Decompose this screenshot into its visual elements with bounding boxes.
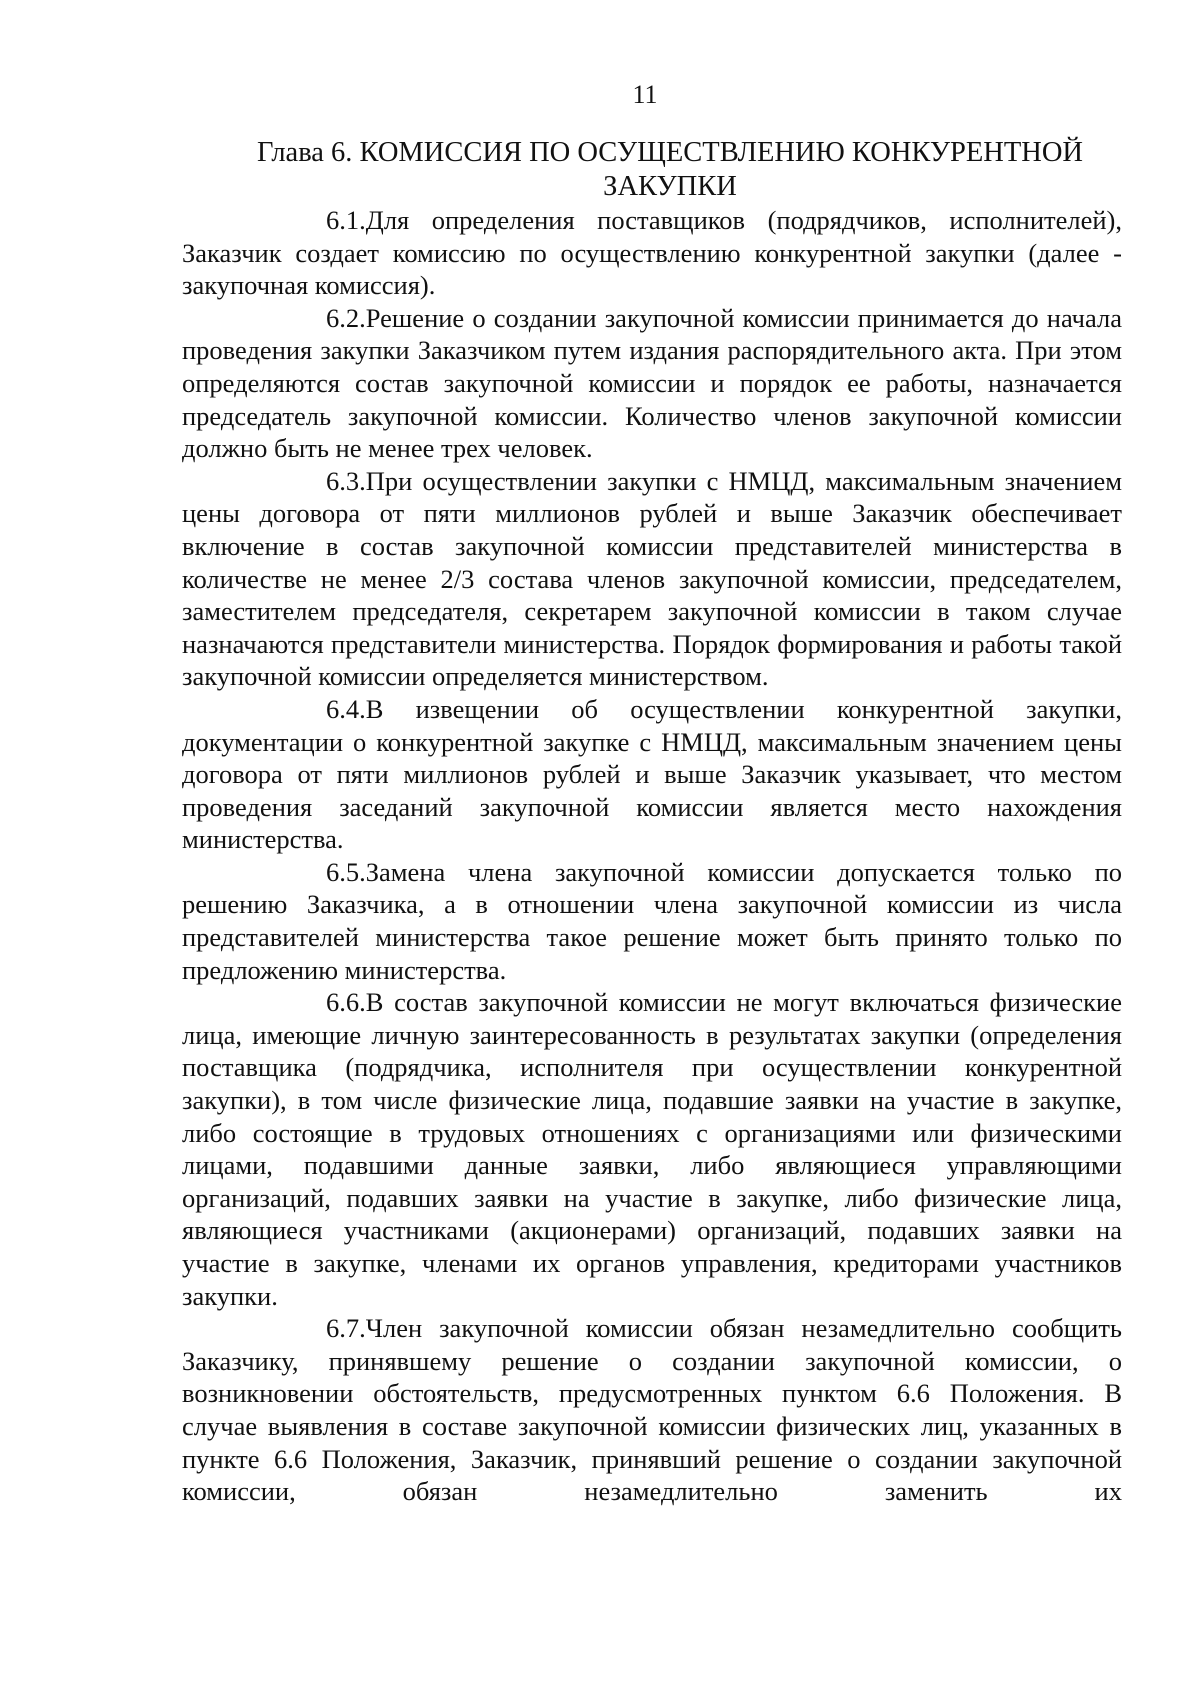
paragraph-text: При осуществлении закупки с НМЦД, максимальным значением цены договора от пяти миллионов рублей и выше Заказчик обеспечивает включение в состав закупочной комиссии представителей министерства в количестве не менее 2/3 состава членов закупочной комиссии, председателем, заместителем председателя, секретарем закупочной комиссии в таком случае назначаются представители министерства. Порядок формирования и работы такой закупочной комиссии определяется министерством.	[182, 465, 1122, 692]
paragraph-6-1	[182, 204, 1122, 302]
chapter-title-line-2: ЗАКУПКИ	[603, 171, 737, 202]
chapter-title-line-1: Глава 6. КОМИССИЯ ПО ОСУЩЕСТВЛЕНИЮ КОНКУРЕНТНОЙ	[256, 137, 1084, 168]
paragraph-number: 6.6.	[326, 987, 366, 1018]
paragraph-number: 6.1.	[326, 205, 366, 235]
paragraph-6-7	[182, 1312, 1122, 1508]
document-body	[182, 204, 1122, 1508]
paragraph-text: В состав закупочной комиссии не могут включаться физические лица, имеющие личную заинтересованность в результатах закупки (определения поставщика (подрядчика, исполнителя при осуществлении конкурентной закупки), в том числе физические лица, подавшие заявки на участие в закупке, либо состоящие в трудовых отношениях с организациями или физическими лицами, подавшими данные заявки, либо являющиеся управляющими организаций, подавших заявки на участие в закупке, либо физические лица, являющиеся участниками (акционерами) организаций, подавших заявки на участие в закупке, членами их органов управления, кредиторами участников закупки.	[182, 987, 1122, 1311]
paragraph-6-3	[182, 465, 1122, 693]
paragraph-6-2	[182, 302, 1122, 465]
paragraph-text: Член закупочной комиссии обязан незамедлительно сообщить Заказчику, принявшему решение о создании закупочной комиссии, о возникновении обстоятельств, предусмотренных пунктом 6.6 Положения. В случае выявления в составе закупочной комиссии физических лиц, указанных в пункте 6.6 Положения, Заказчик, принявший решение о создании закупочной комиссии, обязан незамедлительно заменить их	[182, 1313, 1122, 1507]
paragraph-text: Замена члена закупочной комиссии допускается только по решению Заказчика, а в отношении члена закупочной комиссии из числа представителей министерства такое решение может быть принято только по предложению министерства.	[182, 856, 1122, 985]
paragraph-text: В извещении об осуществлении конкурентной закупки, документации о конкурентной закупке с НМЦД, максимальным значением цены договора от пяти миллионов рублей и выше Заказчик указывает, что местом проведения заседаний закупочной комиссии является место нахождения министерства.	[182, 693, 1122, 855]
paragraph-number: 6.3.	[326, 465, 366, 496]
paragraph-6-6	[182, 986, 1122, 1312]
paragraph-text: Решение о создании закупочной комиссии принимается до начала проведения закупки Заказчиком путем издания распорядительного акта. При этом определяются состав закупочной комиссии и порядок ее работы, назначается председатель закупочной комиссии. Количество членов закупочной комиссии должно быть не менее трех человек.	[182, 302, 1122, 464]
page-number: 11	[632, 80, 658, 109]
paragraph-6-4	[182, 693, 1122, 856]
chapter-title	[200, 136, 1140, 204]
paragraph-number: 6.4.	[326, 693, 366, 724]
paragraph-number: 6.7.	[326, 1313, 366, 1344]
paragraph-6-5	[182, 856, 1122, 986]
paragraph-number: 6.5.	[326, 856, 366, 887]
paragraph-text: Для определения поставщиков (подрядчиков, исполнителей), Заказчик создает комиссию по осуществлению конкурентной закупки (далее - закупочная комиссия).	[182, 205, 1122, 301]
paragraph-number: 6.2.	[326, 302, 366, 333]
